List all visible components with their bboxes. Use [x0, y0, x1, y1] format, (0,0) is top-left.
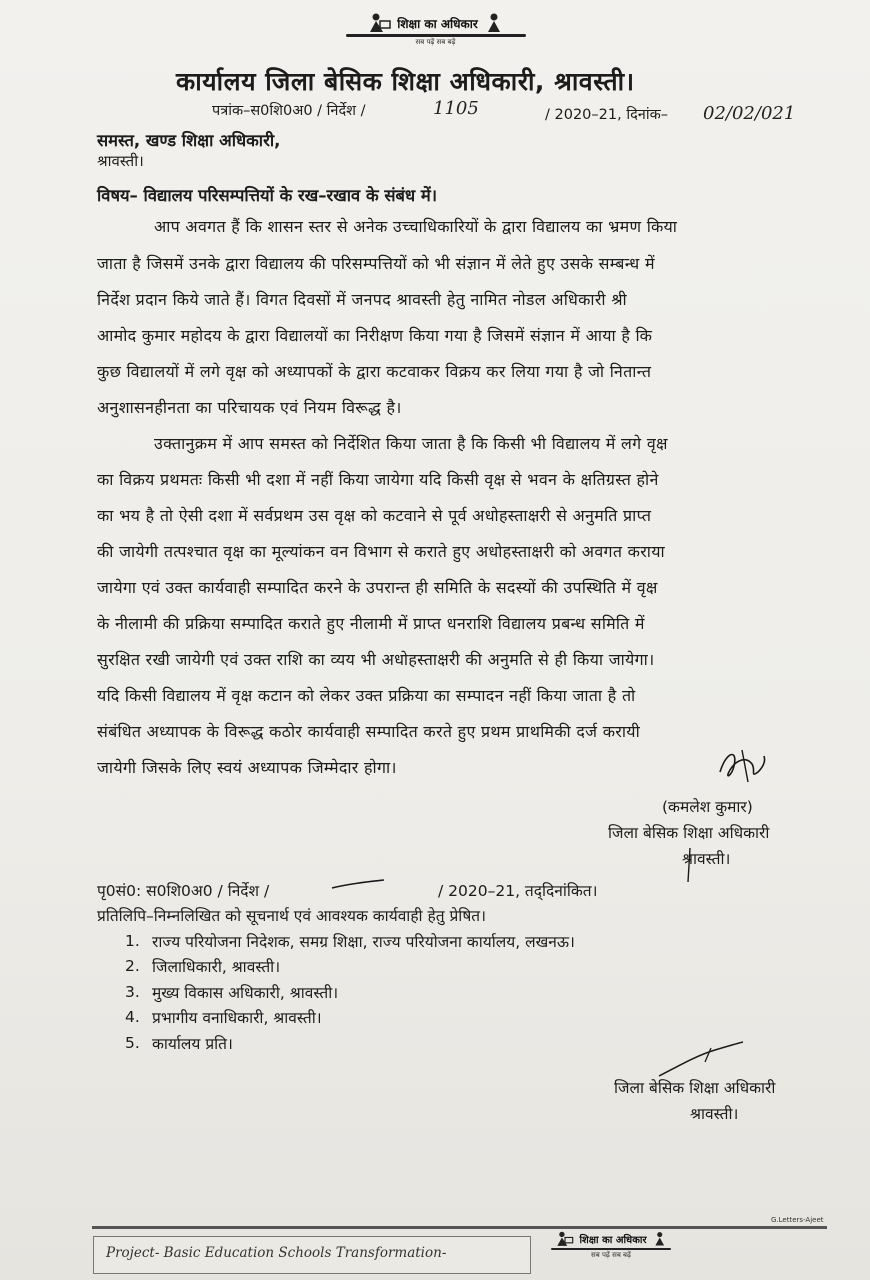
para1-line: कुछ विद्यालयों में लगे वृक्ष को अध्यापकों के द्वारा कटवाकर विक्रय कर लिया गया है जो नितान्त	[97, 362, 652, 381]
ref-number-handwritten: 1105	[433, 98, 479, 119]
signatory2-place: श्रावस्ती।	[690, 1105, 739, 1123]
para2-line: जायेगा एवं उक्त कार्यवाही सम्पादित करने के उपरान्त ही समिति के सदस्यों की उपस्थिति में वृक्ष	[97, 578, 658, 597]
header-logo	[338, 12, 533, 47]
addressee-line2: श्रावस्ती।	[97, 152, 144, 170]
subject-line: विषय– विद्यालय परिसम्पत्तियों के रख–रखाव के संबंध में।	[97, 186, 437, 205]
footer-logo-tagline: सब पढ़ें सब बढ़ें	[591, 1251, 631, 1259]
para2-line: संबंधित अध्यापक के विरूद्ध कठोर कार्यवाही सम्पादित करते हुए प्रथम प्राथमिकी दर्ज करायी	[97, 722, 641, 741]
para2-line: उक्तानुक्रम में आप समस्त को निर्देशित किया जाता है कि किसी भी विद्यालय में लगे वृक्ष	[154, 434, 668, 453]
logo-name: शिक्षा का अधिकार	[397, 16, 478, 31]
copy-intro: प्रतिलिपि–निम्नलिखित को सूचनार्थ एवं आवश्यक कार्यवाही हेतु प्रेषित।	[97, 907, 486, 925]
footer-logo-name: शिक्षा का अधिकार	[579, 1235, 647, 1246]
copy-item: प्रभागीय वनाधिकारी, श्रावस्ती।	[152, 1009, 322, 1027]
logo-tagline: सब पढ़ें सब बढ़ें	[415, 38, 456, 46]
copy-item-number: 5.	[125, 1034, 140, 1052]
logo-underline	[346, 34, 526, 37]
para1-line: आमोद कुमार महोदय के द्वारा विद्यालयों का निरीक्षण किया गया है जिसमें संज्ञान में आया है कि	[97, 326, 653, 345]
copy-ref-suffix: / 2020–21, तद्‌दिनांकित।	[438, 882, 598, 900]
para2-line: की जायेगी तत्पश्चात वृक्ष का मूल्यांकन वन विभाग से कराते हुए अधोहस्ताक्षरी को अवगत कराया	[97, 542, 665, 561]
para2-line: यदि किसी विद्यालय में वृक्ष कटान को लेकर उक्त प्रक्रिया का सम्पादन नहीं किया जाता है तो	[97, 686, 636, 705]
addressee-line1: समस्त, खण्ड शिक्षा अधिकारी,	[97, 131, 281, 150]
copy-item: कार्यालय प्रति।	[152, 1035, 233, 1053]
signatory-name: (कमलेश कुमार)	[662, 798, 753, 816]
ref-year-date-label: / 2020–21, दिनांक–	[545, 107, 668, 123]
para2-line: का विक्रय प्रथमतः किसी भी दशा में नहीं किया जायेगा यदि किसी वृक्ष से भवन के क्षतिग्रस्त होने	[97, 470, 659, 489]
pencil-child-icon	[482, 12, 504, 34]
para1-line: अनुशासनहीनता का परिचायक एवं नियम विरूद्ध है।	[97, 398, 402, 417]
child-reading-icon	[555, 1230, 575, 1248]
copy-item-number: 1.	[125, 932, 140, 950]
copy-item: मुख्य विकास अधिकारी, श्रावस्ती।	[152, 984, 339, 1002]
para2-line: के नीलामी की प्रक्रिया सम्पादित कराते हुए नीलामी में प्राप्त धनराशि विद्यालय प्रबन्ध समिति में	[97, 614, 645, 633]
para1-line: आप अवगत हैं कि शासन स्तर से अनेक उच्चाधिकारियों के द्वारा विद्यालय का भ्रमण किया	[154, 217, 678, 236]
pen-stroke-mark	[682, 846, 698, 886]
signatory-place: श्रावस्ती।	[682, 850, 731, 868]
para2-line: जायेगी जिसके लिए स्वयं अध्यापक जिम्मेदार होगा।	[97, 758, 397, 777]
ref-date-handwritten: 02/02/021	[703, 103, 796, 124]
para2-line: का भय है तो ऐसी दशा में सर्वप्रथम उस वृक्ष को कटवाने से पूर्व अधोहस्ताक्षरी से अनुमति प्राप्त	[97, 506, 652, 525]
handwritten-signature	[655, 1040, 745, 1080]
footer-note: G.Letters-Ajeet	[771, 1216, 824, 1224]
para2-line: सुरक्षित रखी जायेगी एवं उक्त राशि का व्यय भी अधोहस्ताक्षरी की अनुमति से ही किया जायेगा।	[97, 650, 655, 669]
copy-item: जिलाधिकारी, श्रावस्ती।	[152, 958, 281, 976]
copy-item-number: 2.	[125, 957, 140, 975]
pencil-child-icon	[651, 1230, 667, 1248]
handwritten-dash	[330, 878, 386, 892]
copy-item: राज्य परियोजना निदेशक, समग्र शिक्षा, राज्य परियोजना कार्यालय, लखनऊ।	[152, 933, 575, 951]
ref-prefix: पत्रांक–स0शि0अ0 / निर्देश /	[212, 103, 366, 119]
signatory2-designation: जिला बेसिक शिक्षा अधिकारी	[614, 1079, 776, 1097]
footer-project-box	[93, 1236, 531, 1274]
footer-project-text: Project- Basic Education Schools Transformation-	[106, 1245, 447, 1261]
footer-logo	[546, 1230, 676, 1260]
copy-item-number: 4.	[125, 1008, 140, 1026]
footer-logo-underline	[551, 1248, 671, 1250]
copy-ref-prefix: पृ0सं0: स0शि0अ0 / निर्देश /	[97, 882, 270, 900]
copy-item-number: 3.	[125, 983, 140, 1001]
para1-line: निर्देश प्रदान किये जाते हैं। विगत दिवसों में जनपद श्रावस्ती हेतु नामित नोडल अधिकारी श्री	[97, 290, 627, 309]
signatory-designation: जिला बेसिक शिक्षा अधिकारी	[608, 824, 770, 842]
child-reading-icon	[367, 12, 393, 34]
office-title: कार्यालय जिला बेसिक शिक्षा अधिकारी, श्रावस्ती।	[176, 67, 635, 96]
handwritten-signature	[712, 742, 772, 786]
para1-line: जाता है जिसमें उनके द्वारा विद्यालय की परिसम्पत्तियों को भी संज्ञान में लेते हुए उसके सम्बन्ध में	[97, 254, 655, 273]
footer-rule	[92, 1226, 827, 1229]
